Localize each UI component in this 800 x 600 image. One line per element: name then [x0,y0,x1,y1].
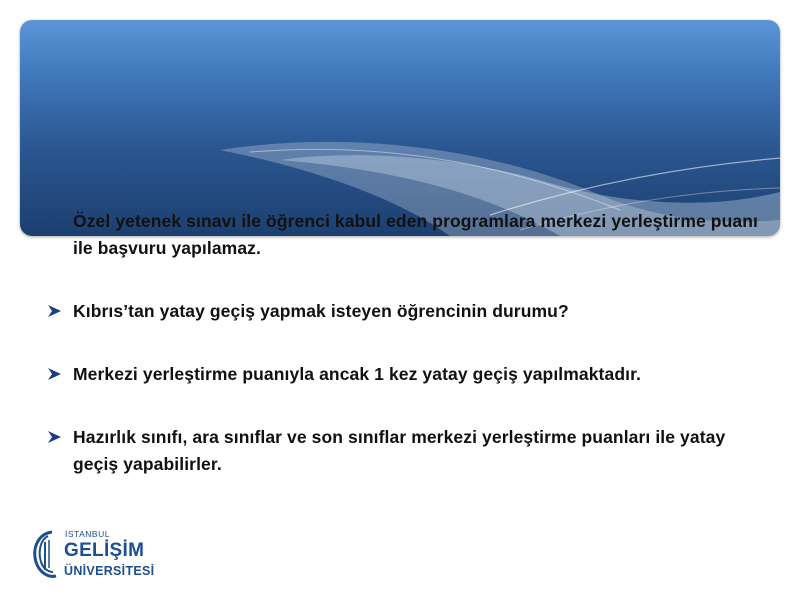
bullet-text: Merkezi yerleştirme puanıyla ancak 1 kez yatay geçiş yapılmaktadır. [73,364,641,384]
list-item [46,361,766,388]
university-logo [30,526,170,582]
bullet-text: Hazırlık sınıfı, ara sınıflar ve son sınıflar merkezi yerleştirme puanları ile yatay geçiş yapabilirler. [73,427,726,474]
list-item [46,208,766,262]
logo-line2: GELİŞİM [64,540,145,561]
list-item [46,424,766,478]
arrow-bullet-icon [48,298,66,325]
logo-line3: ÜNİVERSİTESİ [64,564,155,578]
bullet-list [46,208,766,478]
list-item [46,298,766,325]
arrow-bullet-icon [48,424,66,451]
arrow-bullet-icon [48,361,66,388]
bullet-text: Kıbrıs’tan yatay geçiş yapmak isteyen öğrencinin durumu? [73,301,569,321]
arrow-bullet-icon [48,208,66,235]
logo-line1: İSTANBUL [65,529,110,539]
bullet-text: Özel yetenek sınavı ile öğrenci kabul eden programlara merkezi yerleştirme puanı ile başvuru yapılamaz. [73,211,758,258]
university-logo-mark [30,526,62,582]
wave-decoration [20,20,780,236]
header-banner [20,20,780,236]
